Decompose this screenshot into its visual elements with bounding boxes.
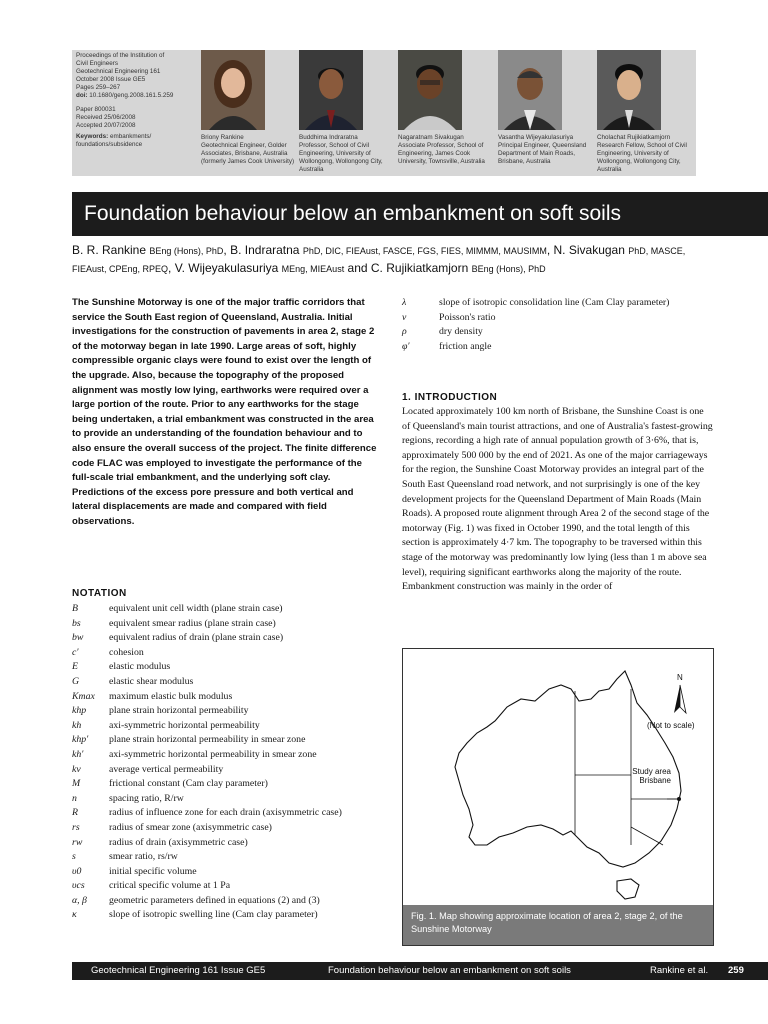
notation-symbol: khp (72, 705, 87, 717)
notation-definition: initial specific volume (109, 865, 197, 877)
figure-caption: Fig. 1. Map showing approximate location of area 2, stage 2, of the Sunshine Motorway (403, 905, 713, 945)
notation-row (72, 792, 382, 807)
notation-symbol: α, β (72, 894, 87, 906)
notation-symbol: kh (72, 719, 82, 731)
notation-definition: slope of isotropic swelling line (Cam clay parameter) (109, 909, 318, 921)
north-label: N (677, 673, 683, 682)
notation-symbol: R (72, 807, 78, 819)
author-affiliation: Principal Engineer, Queensland Department of Main Roads, Brisbane, Australia (498, 142, 587, 165)
journal-line: Civil Engineers (76, 60, 118, 67)
notation-definition: axi-symmetric horizontal permeability (109, 719, 260, 731)
notation-symbol: φ′ (402, 340, 410, 352)
notation-symbol: E (72, 661, 78, 673)
border-nsw-vic (631, 827, 663, 845)
keywords-label: Keywords: (76, 133, 109, 140)
author-byline-name: , B. Indraratna (223, 243, 300, 257)
abstract: The Sunshine Motorway is one of the major traffic corridors that service the South East region of Queensland, Australia. Initial investigations for the construction of pavements in area 2, stage 2 of the motorway began in late 1990. Large areas of soft, highly compressible organic clays were found to exist over the length of the upgrade. Also, because the topography of the proposed alignment was mostly low lying, earthworks were required over a large portion of the route. Prior to any earthworks for the stage being undertaken, a trial embankment was constructed in the area to provide an understanding of the foundation behaviour and to also ensure the overall success of the project. The finite difference code FLAC was employed to investigate the performance of the full-scale trial embankment, and the underlying soft clay. Predictions of the excess pore pressure and both vertical and lateral displacements are made and compared with field observations. (72, 297, 377, 527)
author-qualifications: PhD, MASCE, FIEAust, CPEng, RPEQ (72, 246, 686, 274)
notation-row (72, 806, 382, 821)
notation-definition: equivalent unit cell width (plane strain case) (109, 603, 283, 614)
author-byline-name: B. R. Rankine (72, 243, 147, 257)
author-card (299, 50, 395, 174)
byline (72, 242, 712, 278)
author-name: Buddhima Indraratna (299, 134, 358, 141)
author-affiliation: Associate Professor, School of Engineering, James Cook University, Townsville, Australia (398, 142, 485, 165)
notation-definition: radius of influence zone for each drain (axisymmetric case) (109, 807, 342, 819)
author-card (498, 50, 594, 166)
notation-definition: equivalent radius of drain (plane strain case) (109, 632, 284, 644)
author-photo (201, 50, 265, 130)
author-card (398, 50, 494, 166)
author-name: Vasantha Wijeyakulasuriya (498, 134, 574, 141)
footer-title: Foundation behaviour below an embankment on soft soils (328, 965, 571, 976)
paper-number: Paper 800031 (76, 106, 116, 113)
notation-row (72, 704, 382, 719)
tasmania-outline (617, 879, 639, 899)
author-card (201, 50, 297, 166)
notation-symbol: s (72, 851, 76, 863)
notation-definition: smear ratio, rs/rw (109, 851, 178, 863)
accepted-date: Accepted 20/07/2008 (76, 122, 136, 129)
article-meta-panel (72, 50, 190, 176)
notation-list (72, 602, 382, 923)
study-area-label-line: Study area (632, 767, 671, 776)
notation-row (72, 675, 382, 690)
author-qualifications: BEng (Hons), PhD (149, 246, 224, 256)
notation-row (72, 850, 382, 865)
notation-symbol: B (72, 603, 78, 614)
author-qualifications: BEng (Hons), PhD (471, 264, 546, 274)
notation-symbol: λ (402, 297, 407, 308)
author-affiliation: Professor, School of Civil Engineering, University of Wollongong, Wollongong City, Australia (299, 142, 383, 173)
notation-symbol: rw (72, 836, 83, 848)
author-name: Cholachat Rujikiatkamjorn (597, 134, 671, 141)
notation-definition: geometric parameters defined in equations (2) and (3) (109, 894, 320, 906)
author-byline-name: , N. Sivakugan (546, 243, 625, 257)
notation-row (72, 777, 382, 792)
notation-row (402, 311, 712, 326)
author-name: Briony Rankine (201, 134, 244, 141)
author-affiliation: Geotechnical Engineer, Golder Associates, Brisbane, Australia (formerly James Cook University) (201, 142, 295, 165)
footer-authors: Rankine et al. (650, 965, 709, 976)
notation-symbol: G (72, 675, 80, 687)
notation-symbol: bs (72, 617, 81, 629)
received-date: Received 25/06/2008 (76, 114, 136, 121)
author-qualifications: PhD, DIC, FIEAust, FASCE, FGS, FIES, MIMMM, MAUSIMM (302, 246, 547, 256)
notation-symbol: kv (72, 763, 81, 775)
keywords-value: embankments/ (109, 133, 152, 140)
notation-row (72, 908, 382, 923)
notation-row (72, 763, 382, 778)
notation-definition: slope of isotropic consolidation line (Cam Clay parameter) (439, 297, 670, 308)
page-footer (72, 962, 768, 980)
notation-row (72, 865, 382, 880)
author-card (597, 50, 693, 174)
notation-definition: average vertical permeability (109, 763, 224, 775)
notation-definition: elastic shear modulus (109, 675, 194, 687)
notation-row (72, 733, 382, 748)
notation-symbol: ν (402, 311, 407, 323)
notation-symbol: kh′ (72, 748, 84, 760)
notation-definition: plane strain horizontal permeability in smear zone (109, 734, 306, 746)
author-qualifications: MEng, MIEAust (281, 264, 345, 274)
notation-definition: axi-symmetric horizontal permeability in smear zone (109, 748, 317, 760)
notation-definition: radius of smear zone (axisymmetric case) (109, 821, 272, 833)
notation-symbol: M (72, 778, 81, 790)
notation-symbol: κ (72, 909, 77, 921)
keywords-line: foundations/subsidence (76, 141, 143, 148)
author-affiliation: Research Fellow, School of Civil Engineering, University of Wollongong, Wollongong City, Australia (597, 142, 687, 173)
notation-symbol: n (72, 792, 77, 804)
author-photo (299, 50, 363, 130)
notation-definition: maximum elastic bulk modulus (109, 690, 233, 702)
footer-journal: Geotechnical Engineering 161 Issue GE5 (91, 965, 266, 976)
notation-row (402, 296, 712, 311)
journal-line: Proceedings of the Institution of (76, 52, 165, 59)
study-area-label (625, 767, 671, 785)
journal-line: October 2008 Issue GE5 (76, 76, 146, 83)
notation-row (72, 836, 382, 851)
notation-row (72, 879, 382, 894)
notation-definition: radius of drain (axisymmetric case) (109, 836, 248, 848)
notation-row (72, 646, 382, 661)
notation-heading: NOTATION (72, 588, 127, 599)
notation-definition: frictional constant (Cam clay parameter) (109, 778, 268, 790)
notation-row (72, 660, 382, 675)
author-photo (398, 50, 462, 130)
notation-row (72, 617, 382, 632)
notation-definition: plane strain horizontal permeability (109, 705, 249, 717)
notation-row (402, 325, 712, 340)
doi-line (76, 92, 186, 100)
notation-row (72, 631, 382, 646)
figure-1 (402, 648, 714, 946)
page-number: 259 (728, 965, 744, 976)
author-byline-name: and C. Rujikiatkamjorn (344, 261, 469, 275)
north-arrow-icon (674, 685, 686, 713)
notation-definition: equivalent smear radius (plane strain case) (109, 617, 276, 629)
notation-row (402, 340, 712, 355)
author-photo (597, 50, 661, 130)
notation-row (72, 894, 382, 909)
section-heading-introduction: 1. INTRODUCTION (402, 392, 498, 403)
notation-definition: elastic modulus (109, 661, 171, 673)
notation-symbol: rs (72, 821, 80, 833)
doi-value[interactable]: 10.1680/geng.2008.161.5.259 (89, 92, 174, 99)
study-area-label-line: Brisbane (639, 776, 671, 785)
notation-symbol: υ0 (72, 865, 82, 877)
notation-row (72, 602, 382, 617)
notation-symbol: υcs (72, 880, 85, 892)
notation-row (72, 719, 382, 734)
article-title: Foundation behaviour below an embankment on soft soils (72, 192, 768, 236)
notation-definition: dry density (439, 326, 483, 338)
notation-definition: friction angle (439, 340, 492, 352)
doi-label: doi: (76, 92, 88, 99)
author-name: Nagaratnam Sivakugan (398, 134, 464, 141)
scale-note: (Not to scale) (647, 721, 695, 730)
notation-definition: Poisson's ratio (439, 311, 496, 323)
notation-symbol: bw (72, 632, 84, 644)
notation-symbol: ρ (402, 326, 407, 338)
journal-line: Pages 259–267 (76, 84, 121, 91)
author-photo (498, 50, 562, 130)
notation-definition: cohesion (109, 646, 144, 658)
notation-list-continued (402, 296, 712, 354)
introduction-text: Located approximately 100 km north of Brisbane, the Sunshine Coast is one of Queensland's main tourist attractions, and one of Australia's fastest-growing regions, recording a high rate of annual population growth of 3·6%, that is, approximately 500 000 by the end of 2021. As one of the major carriageways for the region, the Sunshine Coast Motorway provides an integral part of the South East Queensland road network, and not surprisingly is one of the key development projects for the Queensland Department of Main Roads (Main Roads). A proposed route alignment through Area 2 of the second stage of the motorway (Fig. 1) was fixed in October 1990, and the total length of this section is approximately 4·7 km. The topography to be traversed within this stage of the motorway was predominantly low lying (less than 1 m above sea level), requiring significant earthworks along the majority of the route. Embankment construction was mainly in the order of (402, 406, 713, 593)
notation-row (72, 690, 382, 705)
notation-symbol: Kmax (72, 690, 95, 702)
keywords-line (76, 133, 186, 141)
notation-definition: critical specific volume at 1 Pa (109, 880, 231, 892)
author-byline-name: , V. Wijeyakulasuriya (168, 261, 279, 275)
study-area-marker (677, 797, 681, 801)
notation-symbol: c′ (72, 646, 79, 658)
journal-line: Geotechnical Engineering 161 (76, 68, 161, 75)
notation-symbol: khp′ (72, 734, 89, 746)
notation-definition: spacing ratio, R/rw (109, 792, 184, 804)
notation-row (72, 748, 382, 763)
notation-row (72, 821, 382, 836)
